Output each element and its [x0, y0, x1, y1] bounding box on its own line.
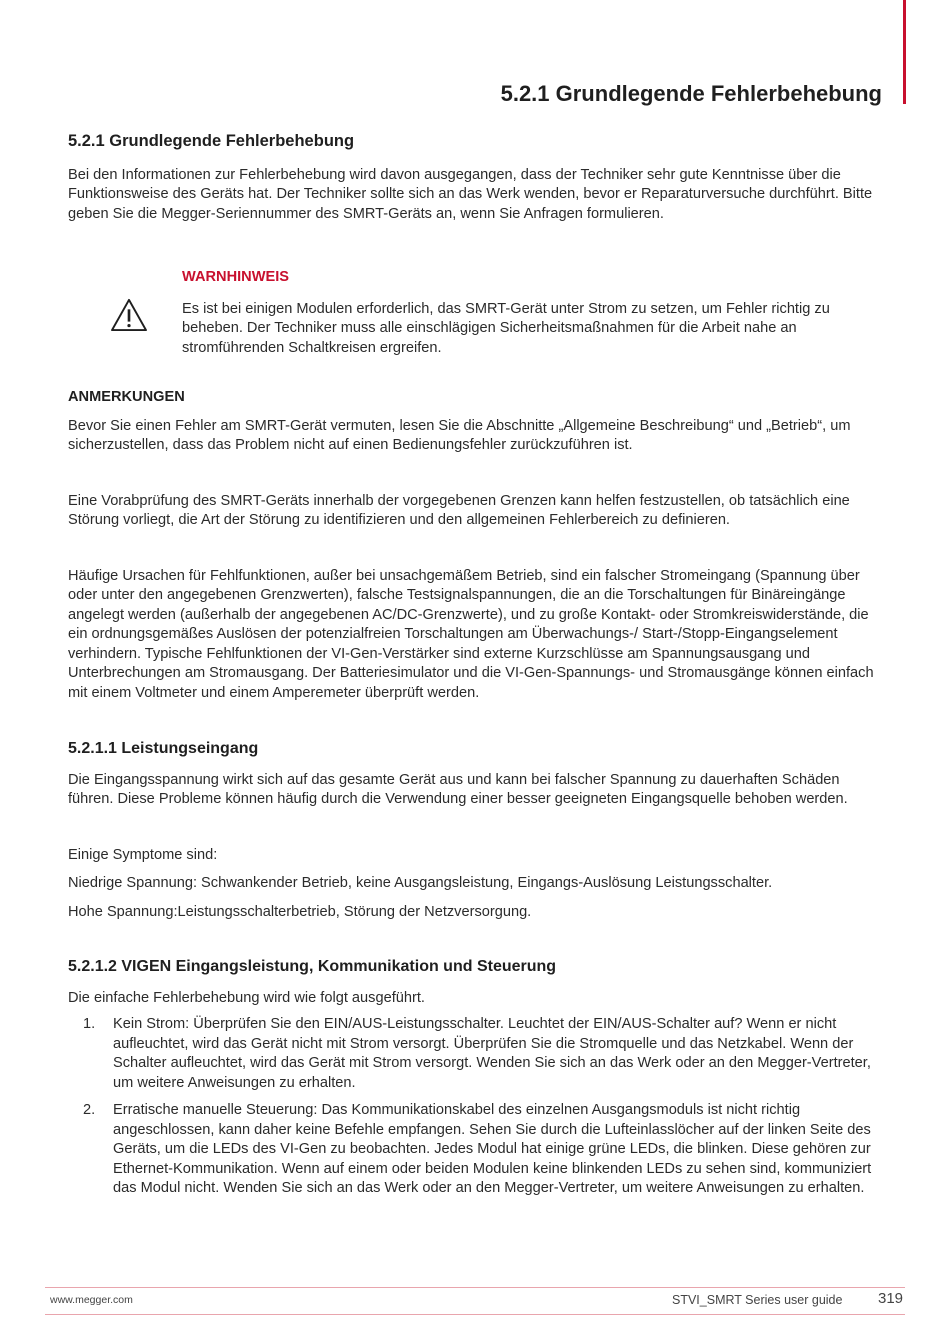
precheck-paragraph: Eine Vorabprüfung des SMRT-Geräts innerhalb der vorgegebenen Grenzen kann helfen festzustellen, ob tatsächlich eine Störung vorliegt, die Art der Störung zu identifizieren und den allgemeinen Fehlerbereich zu definieren.	[68, 492, 850, 528]
symptoms-intro: Einige Symptome sind:	[68, 846, 218, 863]
warning-title: WARNHINWEIS	[182, 269, 290, 285]
footer-url: www.megger.com	[50, 1294, 133, 1306]
warning-box	[68, 268, 886, 358]
symptom-high-voltage: Hohe Spannung:Leistungsschalterbetrieb, Störung der Netzversorgung.	[68, 903, 532, 920]
list-item-text: Erratische manuelle Steuerung: Das Kommunikationskabel des einzelnen Ausgangsmoduls ist nicht richtig angeschlossen, kann daher keine Befehle empfangen. Sehen Sie durch die Lufteinlasslöcher auf der linken Seite des Geräts, um die LEDs des VI-Gen zu beobachten. Jedes Modul hat einige grüne LEDs, die blinken. Diese gehören zur Ethernet-Kommunikation. Wenn auf einem oder beiden Modulen keine blinkenden LEDs zu sehen sind, kommuniziert das Modul nicht. Wenden Sie sich an das Werk oder an den Megger-Vertreter, um weitere Anweisungen zu erhalten.	[113, 1102, 872, 1196]
subsection2-intro: Die einfache Fehlerbehebung wird wie folgt ausgeführt.	[68, 989, 425, 1006]
list-item-number: 1.	[83, 1016, 96, 1032]
page-number: 319	[878, 1290, 904, 1307]
symptom-low-voltage: Niedrige Spannung: Schwankender Betrieb, keine Ausgangsleistung, Eingangs-Auslösung Leistungsschalter.	[68, 875, 773, 891]
page-header-title: 5.2.1 Grundlegende Fehlerbehebung	[500, 81, 882, 106]
header-accent-rule	[903, 0, 906, 104]
list-item-text: Kein Strom: Überprüfen Sie den EIN/AUS-Leistungsschalter. Leuchtet der EIN/AUS-Schalter auf? Wenn er nicht aufleuchtet, wird das Gerät nicht mit Strom versorgt. Überprüfen Sie die Stromquelle und das Netzkabel. Wenn der Schalter aufleuchtet, wird das Gerät mit Strom versorgt. Wenden Sie sich an das Werk oder an den Megger-Vertreter, um weitere Anweisungen zu erhalten.	[113, 1016, 871, 1091]
subsection2-heading: 5.2.1.2 VIGEN Eingangsleistung, Kommunikation und Steuerung	[68, 958, 557, 975]
notes-text: Bevor Sie einen Fehler am SMRT-Gerät vermuten, lesen Sie die Abschnitte „Allgemeine Beschreibung“ und „Betrieb“, um sicherzustellen, dass das Problem nicht auf einen Bedienungsfehler zurückzuführen ist.	[68, 417, 851, 453]
list-item-number: 2.	[83, 1102, 96, 1118]
footer-rule-top	[45, 1287, 905, 1288]
page-content	[68, 132, 886, 1207]
list-item	[68, 1101, 886, 1199]
troubleshooting-list	[68, 1015, 886, 1199]
subsection1-text: Die Eingangsspannung wirkt sich auf das gesamte Gerät aus und kann bei falscher Spannung zu dauerhaften Schäden führen. Diese Probleme können häufig durch die Verwendung einer besser geeigneten Eingangsquelle behoben werden.	[68, 771, 848, 807]
footer-guide-title: STVI_SMRT Series user guide	[672, 1293, 843, 1307]
section-heading: 5.2.1 Grundlegende Fehlerbehebung	[68, 132, 355, 150]
section-intro: Bei den Informationen zur Fehlerbehebung wird davon ausgegangen, dass der Techniker sehr gute Kenntnisse über die Funktionsweise des Geräts hat. Der Techniker sollte sich an das Werk wenden, bevor er Reparaturversuche durchführt. Bitte geben Sie die Megger-Seriennummer des SMRT-Geräts an, wenn Sie Anfragen formulieren.	[68, 166, 873, 222]
list-item	[68, 1015, 886, 1093]
subsection1-heading: 5.2.1.1 Leistungseingang	[68, 740, 259, 757]
causes-paragraph: Häufige Ursachen für Fehlfunktionen, außer bei unsachgemäßem Betrieb, sind ein falscher Stromeingang (Spannung über oder unter den angegebenen Grenzwerten), falsche Testsignalspannungen, die an die Torschaltungen für Binäreingänge angelegt werden (außerhalb der angegebenen AC/DC-Grenzwerte), und zu große Kontakt- oder Stromkreiswiderstände, die ein ordnungsgemäßes Auslösen der potenzialfreien Torschaltungen am Überwachungs-/ Start-/Stopp-Eingangselement verhindern. Typische Fehlfunktionen der VI-Gen-Verstärker sind externe Kurzschlüsse am Spannungsausgang und Unterbrechungen am Stromausgang. Der Batteriesimulator und die VI-Gen-Spannungs- und Stromausgänge können einfach mit einem Voltmeter und einem Amperemeter überprüft werden.	[68, 567, 874, 701]
warning-text: Es ist bei einigen Modulen erforderlich, das SMRT-Gerät unter Strom zu setzen, um Fehler richtig zu beheben. Der Techniker muss alle einschlägigen Sicherheitsmaßnahmen für die Arbeit nahe an stromführenden Schaltkreisen ergreifen.	[182, 300, 830, 356]
warning-triangle-icon	[110, 298, 148, 332]
notes-title: ANMERKUNGEN	[68, 389, 185, 405]
footer-rule-bottom	[45, 1314, 905, 1315]
